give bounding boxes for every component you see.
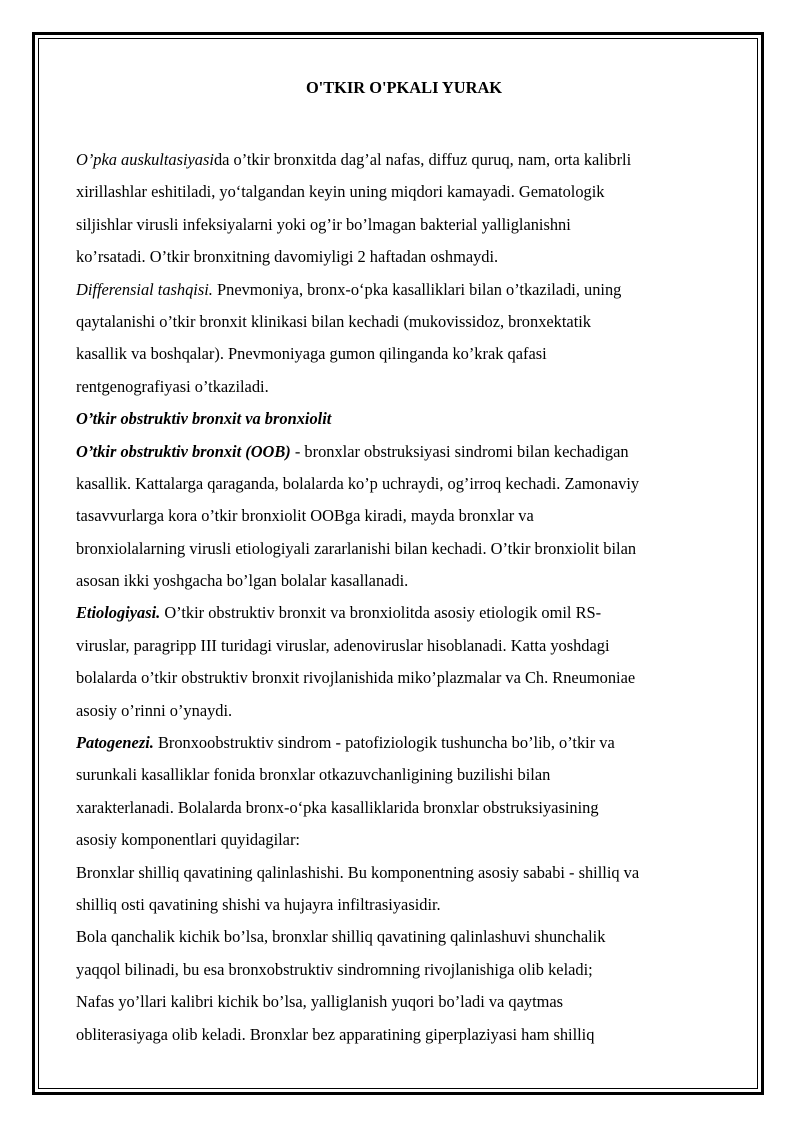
- text-line: [76, 565, 732, 597]
- text-line-body: yaqqol bilinadi, bu esa bronxobstruktiv sindromning rivojlanishiga olib keladi;: [76, 959, 593, 979]
- text-line: [76, 630, 732, 662]
- text-line: [76, 436, 732, 468]
- text-line-body: Nafas yo’llari kalibri kichik bo’lsa, yalliglanish yuqori bo’ladi va qaytmas: [76, 992, 564, 1012]
- text-line: [76, 403, 732, 435]
- text-line-body: bronxiolalarning virusli etiologiyali zararlanishi bilan kechadi. O’tkir bronxiolit bilan: [76, 538, 637, 558]
- text-line-lead: O’tkir obstruktiv bronxit va bronxiolit: [76, 409, 332, 429]
- text-line-body: kasallik. Kattalarga qaraganda, bolalarda ko’p uchraydi, og’irroq kechadi. Zamonaviy: [76, 473, 640, 493]
- text-line-body: Pnevmoniya, bronx-oʻpka kasalliklari bilan o’tkaziladi, uning: [212, 279, 622, 299]
- text-line: [76, 662, 732, 694]
- text-line-body: rentgenografiyasi o’tkaziladi.: [76, 376, 269, 396]
- text-line-lead: Patogenezi.: [76, 733, 154, 753]
- text-line-body: kasallik va boshqalar). Pnevmoniyaga gumon qilinganda ko’krak qafasi: [76, 344, 547, 364]
- text-line: [76, 500, 732, 532]
- text-line-body: siljishlar virusli infeksiyalarni yoki og’ir bo’lmagan bakterial yalliglanishni: [76, 214, 571, 234]
- text-line: [76, 1019, 732, 1051]
- text-line-body: tasavvurlarga kora o’tkir bronxiolit OOBga kiradi, mayda bronxlar va: [76, 506, 534, 526]
- text-line: [76, 371, 732, 403]
- text-line-body: obliterasiyaga olib keladi. Bronxlar bez apparatining giperplaziyasi ham shilliq: [76, 1024, 595, 1044]
- text-line-body: shilliq osti qavatining shishi va hujayra infiltrasiyasidir.: [76, 894, 441, 914]
- text-line-body: bolalarda o’tkir obstruktiv bronxit rivojlanishida miko’plazmalar va Ch. Rneumoniae: [76, 668, 636, 688]
- text-line: [76, 306, 732, 338]
- text-line: [76, 695, 732, 727]
- text-line-body: Bola qanchalik kichik bo’lsa, bronxlar shilliq qavatining qalinlashuvi shunchalik: [76, 927, 606, 947]
- text-line-lead: Differensial tashqisi.: [76, 279, 213, 299]
- text-line-body: Bronxlar shilliq qavatining qalinlashishi. Bu komponentning asosiy sababi - shilliq va: [76, 862, 640, 882]
- text-line-lead: O’pka auskultasiyasi: [76, 150, 214, 169]
- document-body: [76, 76, 732, 1051]
- text-line: [76, 986, 732, 1018]
- text-line: [76, 792, 732, 824]
- text-line: [76, 209, 732, 241]
- text-line-lead: Etiologiyasi.: [76, 603, 161, 623]
- text-line-body: Bronxoobstruktiv sindrom - patofiziologik tushuncha bo’lib, o’tkir va: [153, 733, 615, 753]
- text-line: [76, 176, 732, 208]
- text-line: [76, 824, 732, 856]
- document-title: O'TKIR O'PKALI YURAK: [305, 78, 503, 97]
- text-line-body: asosiy o’rinni o’ynaydi.: [76, 700, 233, 720]
- paragraph-lines: [76, 144, 732, 1051]
- text-line-body: asosan ikki yoshgacha bo’lgan bolalar kasallanadi.: [76, 571, 409, 591]
- text-line-body: - bronxlar obstruksiyasi sindromi bilan kechadigan: [290, 441, 629, 461]
- text-line-body: da o’tkir bronxitda dag’al nafas, diffuz quruq, nam, orta kalibrli: [213, 150, 632, 169]
- text-line-body: O’tkir obstruktiv bronxit va bronxiolitda asosiy etiologik omil RS-: [160, 603, 602, 623]
- text-line: [76, 144, 732, 176]
- text-line: [76, 954, 732, 986]
- text-line: [76, 274, 732, 306]
- text-line: [76, 727, 732, 759]
- text-line-lead: O’tkir obstruktiv bronxit (OOB): [76, 441, 291, 461]
- text-line: [76, 533, 732, 565]
- text-line-body: surunkali kasalliklar fonida bronxlar otkazuvchanligining buzilishi bilan: [76, 765, 551, 785]
- text-line: [76, 759, 732, 791]
- text-line-body: xarakterlanadi. Bolalarda bronx-oʻpka kasalliklarida bronxlar obstruksiyasining: [76, 797, 599, 817]
- text-line-body: asosiy komponentlari quyidagilar:: [76, 830, 300, 850]
- text-line: [76, 597, 732, 629]
- text-line-body: qaytalanishi o’tkir bronxit klinikasi bilan kechadi (mukovissidoz, bronxektatik: [76, 311, 592, 331]
- text-line: [76, 889, 732, 921]
- text-line: [76, 468, 732, 500]
- text-line: [76, 857, 732, 889]
- text-line-body: viruslar, paragripp III turidagi viruslar, adenoviruslar hisoblanadi. Katta yoshdagi: [76, 635, 610, 655]
- text-line-body: ko’rsatadi. O’tkir bronxitning davomiyligi 2 haftadan oshmaydi.: [76, 247, 499, 267]
- text-line: [76, 338, 732, 370]
- text-line: [76, 241, 732, 273]
- text-line-body: xirillashlar eshitiladi, yoʻtalgandan keyin uning miqdori kamayadi. Gematologik: [76, 182, 605, 202]
- text-line: [76, 921, 732, 953]
